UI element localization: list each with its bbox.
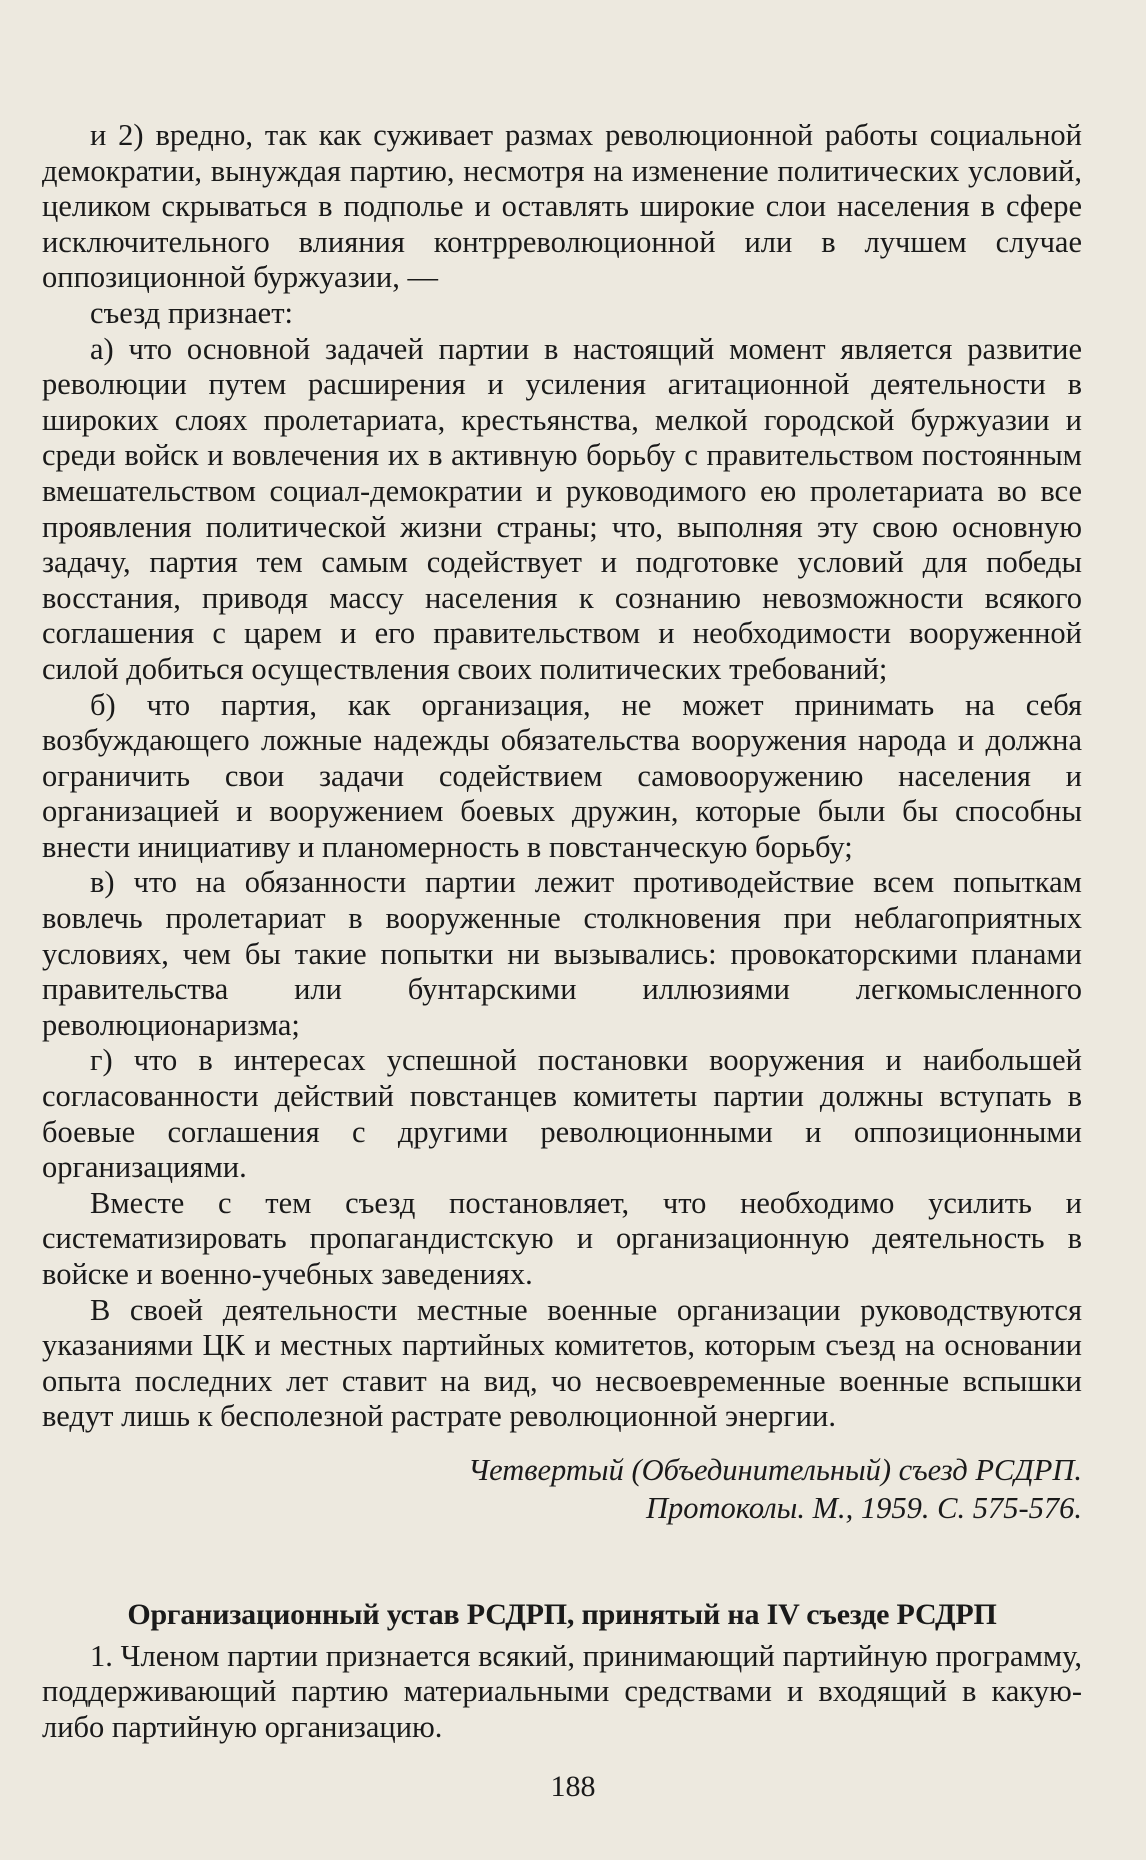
citation-line-2: Протоколы. М., 1959. С. 575-576. <box>645 1490 1082 1525</box>
section-heading: Организационный устав РСДРП, принятый на IV съезде РСДРП <box>127 1597 997 1631</box>
paragraph-propaganda: Вместе с тем съезд постановляет, что необходимо усилить и систематизировать пропагандистскую и организационную деятельность в войске и военно-учебных заведениях. <box>42 1185 1082 1291</box>
paragraph-point-v: в) что на обязанности партии лежит противодействие всем попыткам вовлечь пролетариат в вооруженные столкновения при неблагоприятных условиях, чем бы такие попытки ни вызывались: провокаторскими планами правительства или бунтарскими иллюзиями легкомысленного революционаризма; <box>42 865 1082 1042</box>
citation-line-1: Четвертый (Объединительный) съезд РСДРП. <box>468 1452 1082 1487</box>
paragraph-military-orgs: В своей деятельности местные военные организации руководствуются указаниями ЦК и местных партийных комитетов, которым съезд на основании опыта последних лет ставит на вид, чо несвоевременные военные вспышки ведут лишь к бесполезной растрате революционной энергии. <box>42 1292 1082 1434</box>
paragraph-intro: и 2) вредно, так как суживает размах революционной работы социальной демократии, вынуждая партию, несмотря на изменение политических условий, целиком скрываться в подполье и оставлять широкие слои населения в сфере исключительного влияния контрреволюционной или в лучшем случае оппозиционной буржуазии, — <box>42 118 1082 295</box>
page-number: 188 <box>550 1770 596 1803</box>
page-body <box>42 118 1082 1745</box>
paragraph-point-a: а) что основной задачей партии в настоящий момент является развитие революции путем расширения и усиления агитационной деятельности в широких слоях пролетариата, крестьянства, мелкой городской буржуазии и среди войск и вовлечения их в активную борьбу с правительством постоянным вмешательством социал-демократии и руководимого ею пролетариата во все проявления политической жизни страны; что, выполняя эту свою основную задачу, партия тем самым содействует и подготовке условий для победы восстания, приводя массу населения к сознанию невозможности всякого соглашения с царем и его правительством и необходимости вооруженной силой добиться осуществления своих политических требований; <box>42 331 1082 686</box>
paragraph-point-g: г) что в интересах успешной постановки вооружения и наибольшей согласованности действий повстанцев комитеты партии должны вступать в боевые соглашения с другими революционными и оппозиционными организациями. <box>42 1043 1082 1185</box>
paragraph-point-b: б) что партия, как организация, не может принимать на себя возбуждающего ложные надежды обязательства вооружения народа и должна ограничить свои задачи содействием самовооружению населения и организацией и вооружением боевых дружин, которые были бы способны внести инициативу и планомерность в повстанческую борьбу; <box>42 687 1082 864</box>
paragraph-congress-recognizes: съезд признает: <box>90 295 294 330</box>
citation <box>42 1451 1082 1527</box>
paragraph-charter-1: 1. Членом партии признается всякий, принимающий партийную программу, поддерживающий партию материальными средствами и входящий в какую-либо партийную организацию. <box>42 1638 1082 1744</box>
